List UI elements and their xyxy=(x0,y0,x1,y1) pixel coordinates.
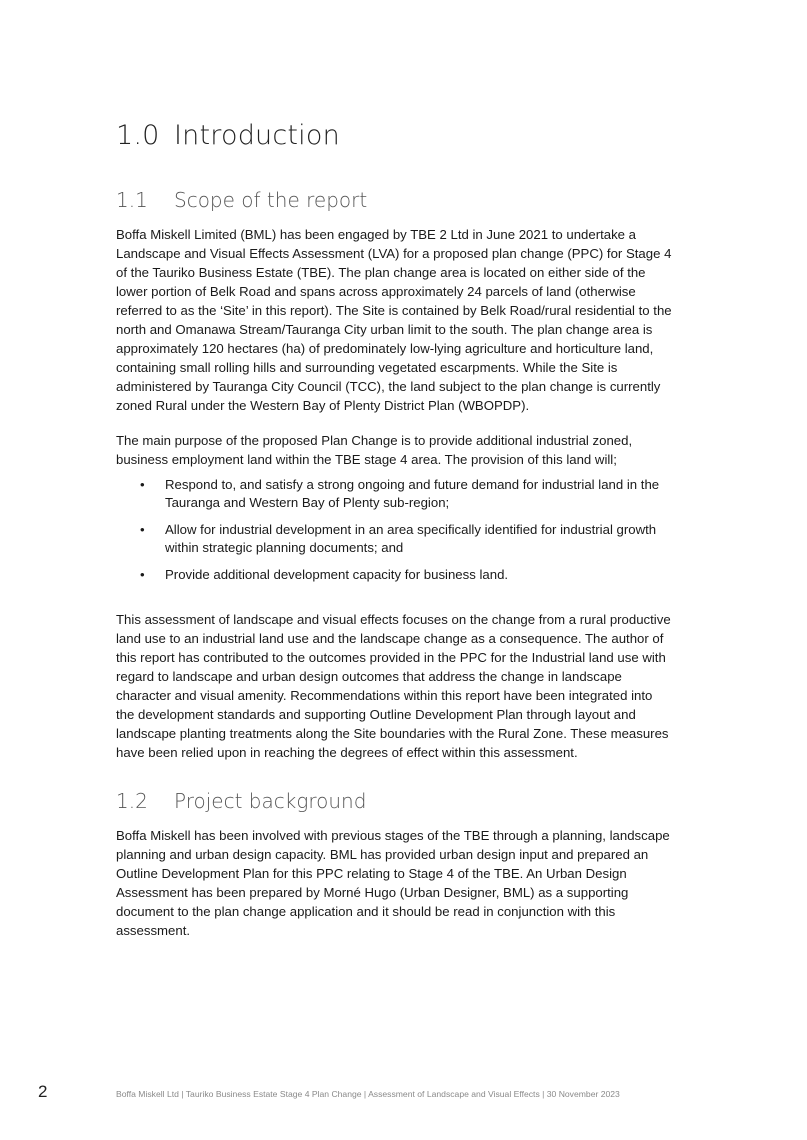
text-line: This assessment of landscape and visual effects focuses on the change from a rural productive xyxy=(116,612,671,627)
subsection-title: Scope of the report xyxy=(174,188,368,212)
text-line: planning and urban design capacity. BML has provided urban design input and prepared an xyxy=(116,847,649,862)
page-footer: Boffa Miskell Ltd | Tauriko Business Estate Stage 4 Plan Change | Assessment of Landscape and Visual Effects | 30 November 2023 xyxy=(116,1089,620,1099)
subsection-heading-background xyxy=(116,789,366,813)
text-line: land use to an industrial land use and the landscape change as a consequence. The author of xyxy=(116,631,664,646)
text-line: the development standards and supporting Outline Development Plan through layout and xyxy=(116,707,636,722)
text-line: Respond to, and satisfy a strong ongoing and future demand for industrial land in the xyxy=(165,477,660,492)
text-line: regard to landscape and urban design outcomes that address the change in landscape xyxy=(116,669,622,684)
page-number: 2 xyxy=(38,1082,48,1101)
text-line: this report has contributed to the outcomes provided in the PPC for the Industrial land use with xyxy=(116,650,666,665)
text-line: Assessment has been prepared by Morné Hugo (Urban Designer, BML) as a supporting xyxy=(116,885,629,900)
text-line: referred to as the ‘Site’ in this report). The Site is contained by Belk Road/rural residential to the xyxy=(116,303,672,318)
text-line: The main purpose of the proposed Plan Change is to provide additional industrial zoned, xyxy=(116,433,633,448)
text-line: Boffa Miskell has been involved with previous stages of the TBE through a planning, landscape xyxy=(116,828,670,843)
list-item xyxy=(116,566,696,584)
text-line: containing small rolling hills and surrounding vegetated escarpments. While the Site is xyxy=(116,360,618,375)
page-title xyxy=(116,120,340,151)
text-line: Tauranga and Western Bay of Plenty sub-region; xyxy=(165,495,450,510)
background-paragraph xyxy=(116,826,696,940)
scope-paragraph-1 xyxy=(116,225,696,415)
text-line: document to the plan change application and it should be read in conjunction with this xyxy=(116,904,616,919)
subsection-title: Project background xyxy=(174,789,367,813)
text-line: north and Omanawa Stream/Tauranga City urban limit to the south. The plan change area is xyxy=(116,322,653,337)
subsection-number: 1.2 xyxy=(116,789,148,813)
text-line: administered by Tauranga City Council (TCC), the land subject to the plan change is currently xyxy=(116,379,661,394)
list-item xyxy=(116,521,696,557)
bullet-icon: • xyxy=(140,567,145,582)
scope-paragraph-3 xyxy=(116,610,696,762)
list-item xyxy=(116,476,696,512)
text-line: have been relied upon in reaching the degrees of effect within this assessment. xyxy=(116,745,578,760)
subsection-number: 1.1 xyxy=(116,188,148,212)
section-title: Introduction xyxy=(174,120,340,151)
text-line: Provide additional development capacity for business land. xyxy=(165,567,509,582)
text-line: assessment. xyxy=(116,923,191,938)
bullet-list xyxy=(116,476,696,593)
subsection-heading-scope xyxy=(116,188,367,212)
text-line: lower portion of Belk Road and spans across approximately 24 parcels of land (otherwise xyxy=(116,284,636,299)
text-line: landscape planting treatments along the Site boundaries with the Rural Zone. These measures xyxy=(116,726,669,741)
text-line: Landscape and Visual Effects Assessment (LVA) for a proposed plan change (PPC) for Stage 4 xyxy=(116,246,672,261)
text-line: Allow for industrial development in an area specifically identified for industrial growth xyxy=(165,522,657,537)
text-line: of the Tauriko Business Estate (TBE). The plan change area is located on either side of the xyxy=(116,265,646,280)
text-line: Boffa Miskell Limited (BML) has been engaged by TBE 2 Ltd in June 2021 to undertake a xyxy=(116,227,637,242)
text-line: approximately 120 hectares (ha) of predominately low-lying agriculture and horticulture land, xyxy=(116,341,654,356)
bullet-icon: • xyxy=(140,522,145,537)
text-line: Outline Development Plan for this PPC relating to Stage 4 of the TBE. An Urban Design xyxy=(116,866,627,881)
scope-paragraph-2 xyxy=(116,431,696,469)
text-line: zoned Rural under the Western Bay of Plenty District Plan (WBOPDP). xyxy=(116,398,530,413)
text-line: within strategic planning documents; and xyxy=(165,540,404,555)
bullet-icon: • xyxy=(140,477,145,492)
text-line: business employment land within the TBE stage 4 area. The provision of this land will; xyxy=(116,452,617,467)
text-line: character and visual amenity. Recommendations within this report have been integrated into xyxy=(116,688,653,703)
section-number: 1.0 xyxy=(116,120,160,151)
